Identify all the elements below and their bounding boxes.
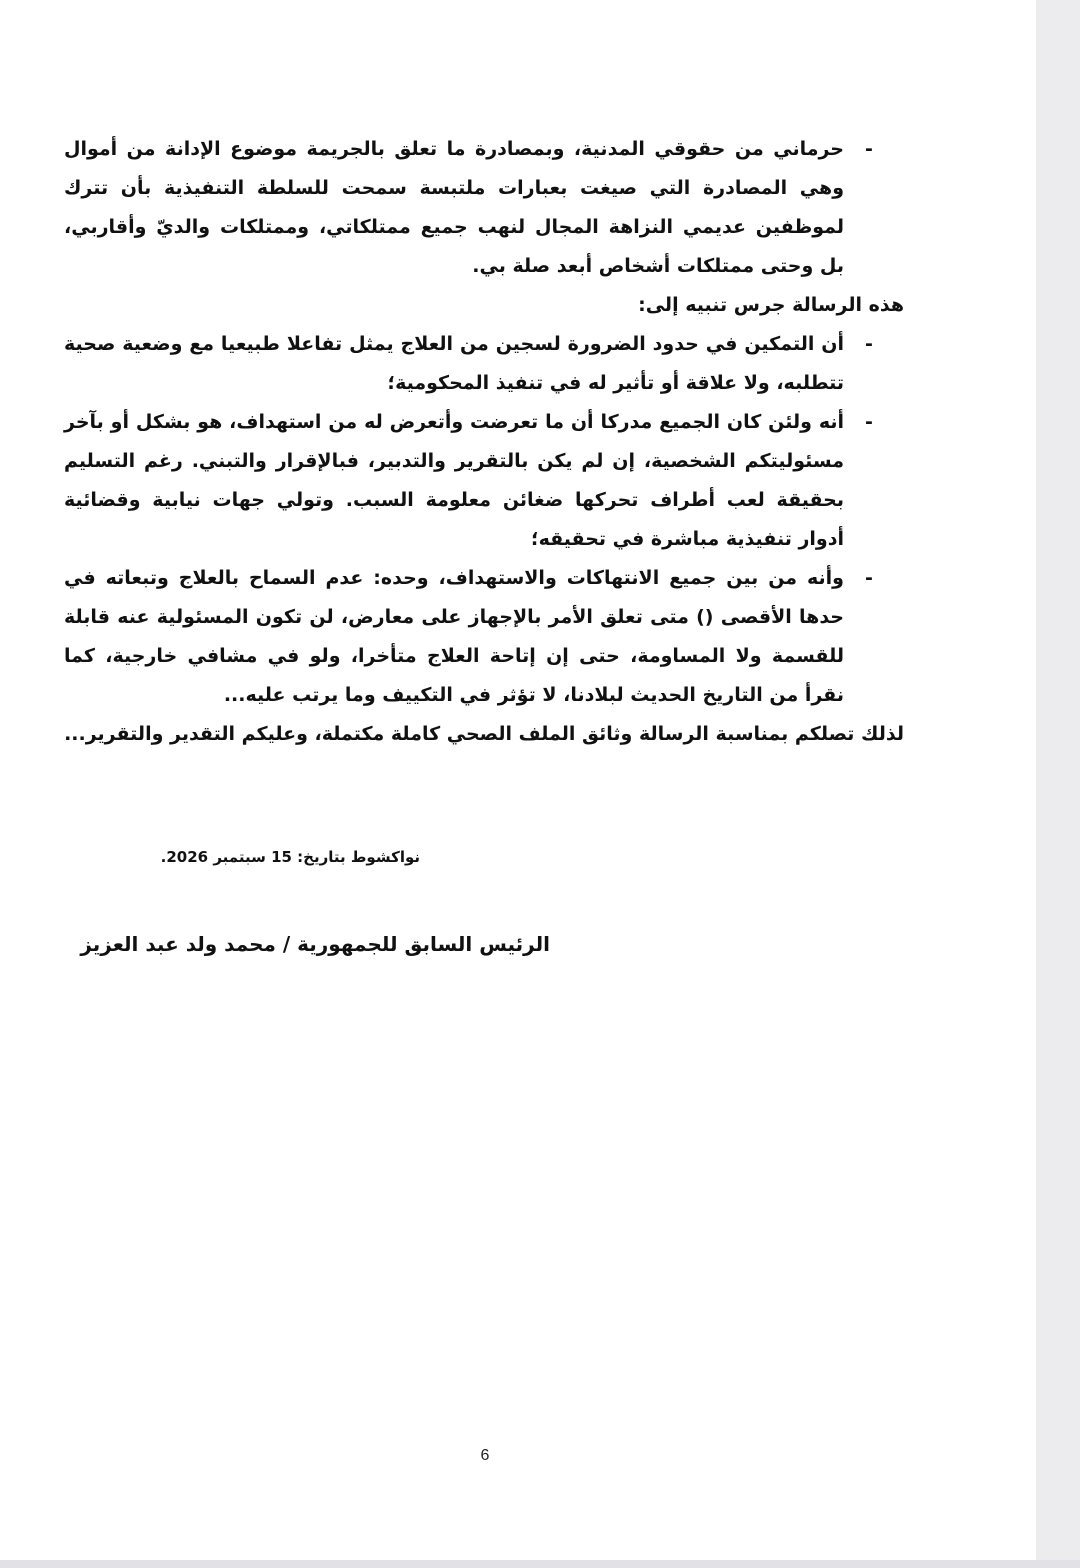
bullet-marker: - <box>865 138 873 160</box>
viewer-bottom-gutter <box>0 1560 1080 1568</box>
page-number: 6 <box>480 1447 490 1464</box>
bullet-marker: - <box>865 411 873 433</box>
bullet-item-treatment <box>64 325 906 403</box>
bullet-marker: - <box>865 333 873 355</box>
bullet-text: حرماني من حقوقي المدنية، وبمصادرة ما تعلق بالجريمة موضوع الإدانة من أموال وهي المصادرة التي صيغت بعبارات ملتبسة سمحت للسلطة التنفيذية بأن تترك لموظفين عديمي النزاهة المجال لنهب جميع ممتلكاتي، وممتلكات والديّ وأقاربي، بل وحتى ممتلكات أشخاص أبعد صلة بي. <box>64 138 844 277</box>
place-date-line: نواكشوط بتاريخ: 15 سبتمبر 2026. <box>160 848 420 866</box>
bullet-text: أنه ولئن كان الجميع مدركا أن ما تعرضت وأتعرض له من استهداف، هو بشكل أو بآخر مسئوليتكم الشخصية، إن لم يكن بالتقرير والتدبير، فبالإقرار والتبني. رغم التسليم بحقيقة لعب أطراف تحركها ضغائن معلومة السبب. وتولي جهات نيابية وقضائية أدوار تنفيذية مباشرة في تحقيقه؛ <box>64 411 844 550</box>
signature-line: الرئيس السابق للجمهورية / محمد ولد عبد العزيز <box>80 932 550 956</box>
bullet-item-denial <box>64 559 906 715</box>
bullet-item-responsibility <box>64 403 906 559</box>
letter-body <box>64 130 906 754</box>
alert-intro: هذه الرسالة جرس تنبيه إلى: <box>638 294 904 316</box>
viewer-right-gutter <box>1036 0 1080 1568</box>
bullet-marker: - <box>865 567 873 589</box>
closing-statement: لذلك تصلكم بمناسبة الرسالة وثائق الملف الصحي كاملة مكتملة، وعليكم التقدير والتقرير... <box>64 723 904 745</box>
bullet-item-confiscation <box>64 130 906 286</box>
bullet-text: وأنه من بين جميع الانتهاكات والاستهداف، وحده: عدم السماح بالعلاج وتبعاته في حدها الأقصى () متى تعلق الأمر بالإجهاز على معارض، لن تكون المسئولية عنه قابلة للقسمة ولا المساومة، حتى إن إتاحة العلاج متأخرا، ولو في مشافي خارجية، كما نقرأ من التاريخ الحديث لبلادنا، لا تؤثر في التكييف وما يرتب عليه... <box>64 567 844 706</box>
bullet-text: أن التمكين في حدود الضرورة لسجين من العلاج يمثل تفاعلا طبيعيا مع وضعية صحية تتطلبه، ولا علاقة أو تأثير له في تنفيذ المحكومية؛ <box>64 333 844 394</box>
